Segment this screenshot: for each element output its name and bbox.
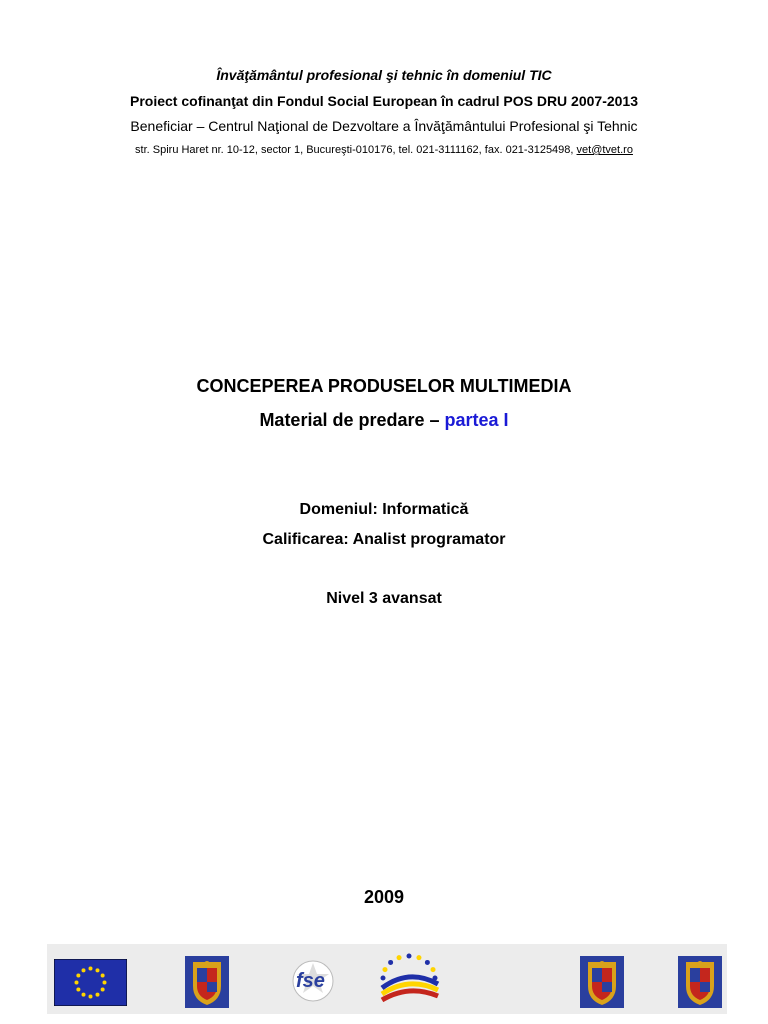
address-text: str. Spiru Haret nr. 10-12, sector 1, Bucureşti-010176, tel. 021-3111162, fax. 021-3125498, bbox=[135, 144, 577, 156]
pos-dru-logo-icon bbox=[374, 948, 444, 1012]
fse-logo-icon bbox=[282, 958, 344, 1004]
project-funding-line: Proiect cofinanţat din Fondul Social European în cadrul POS DRU 2007-2013 bbox=[130, 93, 638, 109]
subtitle-prefix: Material de predare – bbox=[259, 410, 445, 430]
level-line: Nivel 3 avansat bbox=[326, 590, 442, 607]
address-line bbox=[0, 144, 768, 156]
romania-coat-of-arms-icon bbox=[185, 956, 229, 1008]
fse-logo-text: fse bbox=[296, 970, 325, 992]
document-title: CONCEPEREA PRODUSELOR MULTIMEDIA bbox=[196, 376, 572, 396]
year: 2009 bbox=[363, 887, 405, 907]
sponsor-logos-bar bbox=[47, 944, 727, 1014]
romania-coat-of-arms-icon bbox=[678, 956, 722, 1008]
document-subtitle bbox=[0, 410, 768, 431]
subtitle-part: partea I bbox=[444, 410, 509, 430]
program-title: Învăţământul profesional şi tehnic în domeniul TIC bbox=[216, 67, 552, 83]
domain-line: Domeniul: Informatică bbox=[299, 501, 469, 518]
beneficiary-line: Beneficiar – Centrul Naţional de Dezvoltare a Învăţământului Profesional şi Tehnic bbox=[130, 118, 638, 134]
qualification-line: Calificarea: Analist programator bbox=[262, 531, 506, 548]
email-link[interactable]: vet@tvet.ro bbox=[576, 144, 633, 156]
romania-coat-of-arms-icon bbox=[580, 956, 624, 1008]
eu-flag-icon bbox=[54, 959, 127, 1006]
